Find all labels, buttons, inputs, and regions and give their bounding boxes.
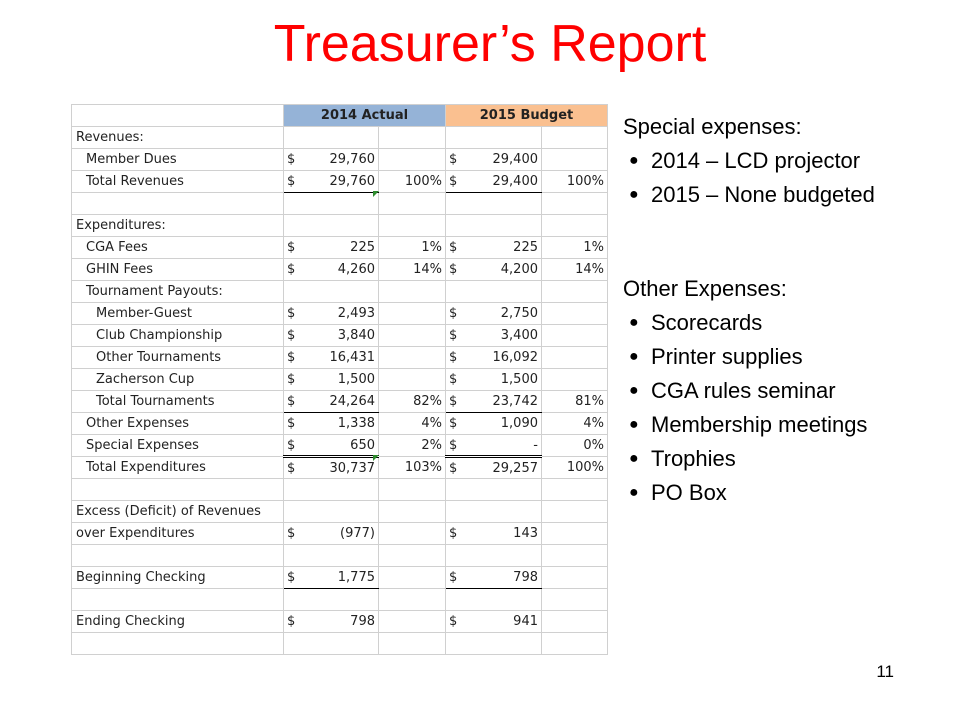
cell-2015-amount bbox=[446, 347, 542, 369]
cell-2014-percent bbox=[379, 127, 446, 149]
cell-2015-percent: 4% bbox=[542, 413, 608, 435]
cell-2015-percent bbox=[542, 567, 608, 589]
cell-2014-percent bbox=[379, 501, 446, 523]
cell-2014-amount bbox=[284, 171, 379, 193]
cell-2014-percent bbox=[379, 611, 446, 633]
cell-2014-percent bbox=[379, 325, 446, 347]
cell-2015-percent bbox=[542, 149, 608, 171]
currency-symbol: $ bbox=[287, 614, 296, 629]
currency-symbol: $ bbox=[449, 240, 458, 255]
cell-2015-percent: 100% bbox=[542, 457, 608, 479]
cell-2015-amount bbox=[446, 171, 542, 193]
row-label: Other Tournaments bbox=[72, 347, 284, 369]
comment-flag-icon bbox=[373, 455, 379, 461]
cell-2014-percent: 2% bbox=[379, 435, 446, 457]
table-corner-cell bbox=[72, 105, 284, 127]
amount-value: 941 bbox=[513, 614, 538, 629]
table-row bbox=[72, 369, 608, 391]
bullet-icon: ● bbox=[629, 484, 639, 501]
row-label: Member Dues bbox=[72, 149, 284, 171]
table-row bbox=[72, 479, 608, 501]
cell-2015-amount bbox=[446, 259, 542, 281]
currency-symbol: $ bbox=[449, 416, 458, 431]
row-label bbox=[72, 633, 284, 655]
amount-value: 143 bbox=[513, 526, 538, 541]
list-item-text: PO Box bbox=[651, 480, 727, 505]
list-item-text: Scorecards bbox=[651, 310, 763, 335]
list-item bbox=[623, 144, 875, 178]
cell-2014-amount bbox=[284, 413, 379, 435]
cell-2014-amount bbox=[284, 215, 379, 237]
currency-symbol: $ bbox=[449, 570, 458, 585]
cell-2014-amount bbox=[284, 391, 379, 413]
table-row bbox=[72, 347, 608, 369]
bullet-icon: ● bbox=[629, 382, 639, 399]
budget-table bbox=[71, 104, 608, 655]
table-row bbox=[72, 391, 608, 413]
row-label: Total Expenditures bbox=[72, 457, 284, 479]
cell-2015-amount bbox=[446, 479, 542, 501]
amount-value: 29,400 bbox=[492, 174, 538, 189]
currency-symbol: $ bbox=[449, 394, 458, 409]
amount-value: 1,090 bbox=[500, 416, 538, 431]
table-row bbox=[72, 611, 608, 633]
row-label bbox=[72, 193, 284, 215]
amount-value: 29,257 bbox=[492, 460, 538, 476]
other-expenses-list bbox=[623, 306, 875, 510]
cell-2014-percent: 103% bbox=[379, 457, 446, 479]
cell-2014-amount bbox=[284, 567, 379, 589]
cell-2015-amount bbox=[446, 215, 542, 237]
cell-2014-amount bbox=[284, 325, 379, 347]
cell-2015-percent bbox=[542, 215, 608, 237]
cell-2015-amount bbox=[446, 303, 542, 325]
list-item bbox=[623, 340, 875, 374]
table-row bbox=[72, 457, 608, 479]
cell-2015-percent bbox=[542, 127, 608, 149]
currency-symbol: $ bbox=[287, 394, 296, 409]
cell-2014-amount bbox=[284, 589, 379, 611]
row-label: Ending Checking bbox=[72, 611, 284, 633]
cell-2014-amount bbox=[284, 479, 379, 501]
amount-value: 225 bbox=[513, 240, 538, 255]
amount-value: 16,431 bbox=[329, 350, 375, 365]
row-label: GHIN Fees bbox=[72, 259, 284, 281]
table-row bbox=[72, 215, 608, 237]
currency-symbol: $ bbox=[287, 240, 296, 255]
currency-symbol: $ bbox=[287, 460, 296, 476]
amount-value: 29,400 bbox=[492, 152, 538, 167]
amount-value: 3,840 bbox=[337, 328, 375, 343]
cell-2015-percent bbox=[542, 347, 608, 369]
currency-symbol: $ bbox=[287, 152, 296, 167]
cell-2014-amount bbox=[284, 193, 379, 215]
currency-symbol: $ bbox=[287, 306, 296, 321]
cell-2014-percent bbox=[379, 545, 446, 567]
row-label bbox=[72, 545, 284, 567]
row-label bbox=[72, 589, 284, 611]
cell-2014-percent: 82% bbox=[379, 391, 446, 413]
cell-2014-percent bbox=[379, 149, 446, 171]
amount-value: - bbox=[533, 437, 538, 453]
amount-value: 798 bbox=[350, 614, 375, 629]
list-item bbox=[623, 374, 875, 408]
list-item bbox=[623, 408, 875, 442]
table-row bbox=[72, 193, 608, 215]
list-item bbox=[623, 306, 875, 340]
currency-symbol: $ bbox=[287, 328, 296, 343]
row-label: Member-Guest bbox=[72, 303, 284, 325]
cell-2015-amount bbox=[446, 545, 542, 567]
cell-2015-percent bbox=[542, 325, 608, 347]
amount-value: 1,500 bbox=[500, 372, 538, 387]
currency-symbol: $ bbox=[287, 174, 296, 189]
table-header-row bbox=[72, 105, 608, 127]
table-row bbox=[72, 237, 608, 259]
special-expenses-heading: Special expenses: bbox=[623, 114, 802, 139]
table-row bbox=[72, 545, 608, 567]
currency-symbol: $ bbox=[287, 570, 296, 585]
list-item-text: Trophies bbox=[651, 446, 736, 471]
notes-panel bbox=[623, 110, 875, 510]
cell-2014-amount bbox=[284, 237, 379, 259]
amount-value: 2,493 bbox=[337, 306, 375, 321]
amount-value: 16,092 bbox=[492, 350, 538, 365]
cell-2014-percent bbox=[379, 369, 446, 391]
cell-2015-percent: 1% bbox=[542, 237, 608, 259]
table-row bbox=[72, 589, 608, 611]
bullet-icon: ● bbox=[629, 450, 639, 467]
cell-2015-percent bbox=[542, 479, 608, 501]
table-row bbox=[72, 633, 608, 655]
cell-2015-amount bbox=[446, 127, 542, 149]
cell-2014-amount bbox=[284, 457, 379, 479]
currency-symbol: $ bbox=[287, 262, 296, 277]
list-item-text: CGA rules seminar bbox=[651, 378, 836, 403]
cell-2014-percent bbox=[379, 347, 446, 369]
amount-value: 1,338 bbox=[337, 416, 375, 431]
currency-symbol: $ bbox=[449, 614, 458, 629]
cell-2015-percent bbox=[542, 303, 608, 325]
cell-2014-amount bbox=[284, 259, 379, 281]
cell-2015-percent: 81% bbox=[542, 391, 608, 413]
currency-symbol: $ bbox=[287, 437, 296, 453]
cell-2014-percent bbox=[379, 523, 446, 545]
cell-2015-percent: 14% bbox=[542, 259, 608, 281]
cell-2014-amount bbox=[284, 281, 379, 303]
cell-2015-percent bbox=[542, 523, 608, 545]
currency-symbol: $ bbox=[449, 152, 458, 167]
row-label: Total Tournaments bbox=[72, 391, 284, 413]
cell-2015-amount bbox=[446, 281, 542, 303]
table-row bbox=[72, 413, 608, 435]
cell-2014-amount bbox=[284, 523, 379, 545]
cell-2014-percent bbox=[379, 567, 446, 589]
amount-value: 2,750 bbox=[500, 306, 538, 321]
amount-value: 4,260 bbox=[337, 262, 375, 277]
cell-2014-percent bbox=[379, 215, 446, 237]
page-title: Treasurer’s Report bbox=[273, 15, 707, 73]
row-label: CGA Fees bbox=[72, 237, 284, 259]
comment-flag-icon bbox=[373, 191, 379, 197]
cell-2014-percent bbox=[379, 303, 446, 325]
cell-2015-amount bbox=[446, 369, 542, 391]
table-row bbox=[72, 171, 608, 193]
currency-symbol: $ bbox=[287, 372, 296, 387]
row-label: Beginning Checking bbox=[72, 567, 284, 589]
row-label: Other Expenses bbox=[72, 413, 284, 435]
cell-2015-percent bbox=[542, 501, 608, 523]
row-label: Excess (Deficit) of Revenues bbox=[72, 501, 284, 523]
row-label: Total Revenues bbox=[72, 171, 284, 193]
cell-2014-amount bbox=[284, 149, 379, 171]
currency-symbol: $ bbox=[449, 437, 458, 453]
amount-value: 1,500 bbox=[337, 372, 375, 387]
cell-2015-amount bbox=[446, 501, 542, 523]
cell-2014-amount bbox=[284, 127, 379, 149]
cell-2015-percent bbox=[542, 369, 608, 391]
amount-value: 225 bbox=[350, 240, 375, 255]
cell-2014-amount bbox=[284, 501, 379, 523]
cell-2014-amount bbox=[284, 611, 379, 633]
header-2015-budget: 2015 Budget bbox=[446, 105, 608, 127]
cell-2014-amount bbox=[284, 435, 379, 457]
amount-value: 23,742 bbox=[492, 394, 538, 409]
currency-symbol: $ bbox=[287, 526, 296, 541]
table-row bbox=[72, 325, 608, 347]
cell-2015-amount bbox=[446, 149, 542, 171]
bullet-icon: ● bbox=[629, 186, 639, 203]
list-item bbox=[623, 476, 875, 510]
special-expenses-list bbox=[623, 144, 875, 212]
cell-2015-amount bbox=[446, 611, 542, 633]
cell-2014-percent: 1% bbox=[379, 237, 446, 259]
table-row bbox=[72, 259, 608, 281]
cell-2015-percent bbox=[542, 281, 608, 303]
list-item-text: 2014 – LCD projector bbox=[651, 148, 861, 173]
list-item-text: 2015 – None budgeted bbox=[651, 182, 875, 207]
cell-2014-amount bbox=[284, 369, 379, 391]
cell-2015-amount bbox=[446, 435, 542, 457]
row-label: over Expenditures bbox=[72, 523, 284, 545]
cell-2015-percent bbox=[542, 193, 608, 215]
cell-2015-amount bbox=[446, 413, 542, 435]
list-item bbox=[623, 442, 875, 476]
cell-2015-percent bbox=[542, 589, 608, 611]
currency-symbol: $ bbox=[449, 372, 458, 387]
row-label: Zacherson Cup bbox=[72, 369, 284, 391]
cell-2015-amount bbox=[446, 193, 542, 215]
page-number: 11 bbox=[876, 662, 894, 681]
amount-value: 3,400 bbox=[500, 328, 538, 343]
cell-2015-amount bbox=[446, 237, 542, 259]
header-2014-actual: 2014 Actual bbox=[284, 105, 446, 127]
cell-2015-amount bbox=[446, 523, 542, 545]
cell-2015-amount bbox=[446, 325, 542, 347]
bullet-icon: ● bbox=[629, 152, 639, 169]
cell-2015-amount bbox=[446, 567, 542, 589]
table-row bbox=[72, 567, 608, 589]
currency-symbol: $ bbox=[449, 262, 458, 277]
cell-2014-percent: 14% bbox=[379, 259, 446, 281]
cell-2014-percent: 4% bbox=[379, 413, 446, 435]
currency-symbol: $ bbox=[449, 174, 458, 189]
amount-value: 30,737 bbox=[329, 460, 375, 476]
list-item bbox=[623, 178, 875, 212]
table-row bbox=[72, 303, 608, 325]
table-row bbox=[72, 281, 608, 303]
cell-2014-amount bbox=[284, 303, 379, 325]
row-label: Special Expenses bbox=[72, 435, 284, 457]
cell-2015-amount bbox=[446, 391, 542, 413]
amount-value: 4,200 bbox=[500, 262, 538, 277]
cell-2014-percent bbox=[379, 281, 446, 303]
cell-2014-percent: 100% bbox=[379, 171, 446, 193]
bullet-icon: ● bbox=[629, 314, 639, 331]
cell-2015-amount bbox=[446, 633, 542, 655]
row-label: Club Championship bbox=[72, 325, 284, 347]
currency-symbol: $ bbox=[449, 526, 458, 541]
currency-symbol: $ bbox=[287, 350, 296, 365]
cell-2014-amount bbox=[284, 633, 379, 655]
bullet-icon: ● bbox=[629, 416, 639, 433]
table-row bbox=[72, 149, 608, 171]
row-label: Expenditures: bbox=[72, 215, 284, 237]
table-row bbox=[72, 127, 608, 149]
cell-2015-percent bbox=[542, 545, 608, 567]
cell-2015-amount bbox=[446, 589, 542, 611]
row-label: Revenues: bbox=[72, 127, 284, 149]
row-label: Tournament Payouts: bbox=[72, 281, 284, 303]
amount-value: 1,775 bbox=[337, 570, 375, 585]
bullet-icon: ● bbox=[629, 348, 639, 365]
cell-2014-amount bbox=[284, 545, 379, 567]
cell-2014-percent bbox=[379, 479, 446, 501]
list-item-text: Membership meetings bbox=[651, 412, 868, 437]
row-label bbox=[72, 479, 284, 501]
other-expenses-heading: Other Expenses: bbox=[623, 276, 787, 301]
amount-value: 24,264 bbox=[329, 394, 375, 409]
cell-2015-percent: 0% bbox=[542, 435, 608, 457]
currency-symbol: $ bbox=[449, 306, 458, 321]
table-row bbox=[72, 501, 608, 523]
amount-value: 650 bbox=[350, 437, 375, 453]
currency-symbol: $ bbox=[449, 350, 458, 365]
cell-2014-amount bbox=[284, 347, 379, 369]
amount-value: 798 bbox=[513, 570, 538, 585]
cell-2014-percent bbox=[379, 193, 446, 215]
cell-2015-percent: 100% bbox=[542, 171, 608, 193]
currency-symbol: $ bbox=[449, 328, 458, 343]
table-row bbox=[72, 523, 608, 545]
amount-value: 29,760 bbox=[329, 152, 375, 167]
cell-2014-percent bbox=[379, 589, 446, 611]
currency-symbol: $ bbox=[287, 416, 296, 431]
amount-value: 29,760 bbox=[329, 174, 375, 189]
cell-2015-amount bbox=[446, 457, 542, 479]
table-row bbox=[72, 435, 608, 457]
list-item-text: Printer supplies bbox=[651, 344, 803, 369]
currency-symbol: $ bbox=[449, 460, 458, 476]
cell-2014-percent bbox=[379, 633, 446, 655]
amount-value: (977) bbox=[340, 526, 375, 541]
cell-2015-percent bbox=[542, 611, 608, 633]
cell-2015-percent bbox=[542, 633, 608, 655]
